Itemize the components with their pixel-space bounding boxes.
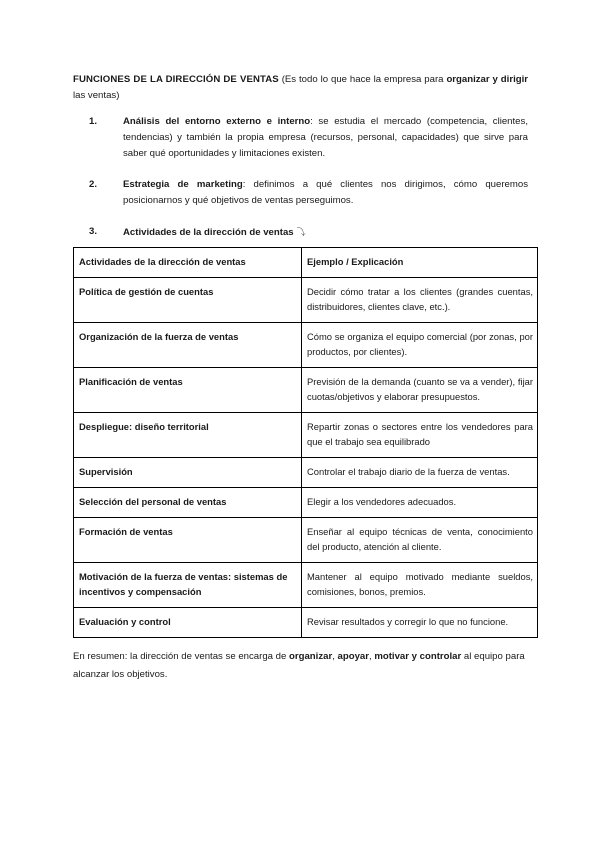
title-desc-before: (Es todo lo que hace la empresa para — [278, 74, 447, 85]
table-row — [74, 368, 538, 413]
list-heading: Análisis del entorno externo e interno — [123, 116, 311, 127]
activities-table — [73, 247, 538, 638]
summary-bold-3: motivar y controlar — [374, 651, 462, 662]
table-row — [74, 518, 538, 563]
explanation-cell: Previsión de la demanda (cuanto se va a vender), fijar cuotas/objetivos y elaborar presupuestos. — [302, 368, 538, 413]
list-heading: Estrategia de marketing — [123, 179, 243, 190]
table-row — [74, 458, 538, 488]
explanation-cell: Revisar resultados y corregir lo que no funcione. — [302, 608, 538, 638]
summary-paragraph — [73, 648, 528, 684]
activity-cell: Supervisión — [74, 458, 302, 488]
list-item — [89, 114, 528, 162]
activity-cell: Formación de ventas — [74, 518, 302, 563]
activity-cell: Evaluación y control — [74, 608, 302, 638]
table-row — [74, 563, 538, 608]
explanation-cell: Decidir cómo tratar a los clientes (grandes cuentas, distribuidores, clientes clave, etc.). — [302, 278, 538, 323]
activity-cell: Motivación de la fuerza de ventas: sistemas de incentivos y compensación — [74, 563, 302, 608]
arrow-down-right-icon: ⤵ — [296, 227, 306, 237]
activity-cell: Política de gestión de cuentas — [74, 278, 302, 323]
activity-cell: Despliegue: diseño territorial — [74, 413, 302, 458]
summary-text-1: En resumen: la dirección de ventas se encarga de — [73, 651, 289, 662]
list-number: 3. — [89, 226, 98, 237]
table-header-example: Ejemplo / Explicación — [302, 248, 538, 278]
table-row — [74, 278, 538, 323]
summary-bold-2: apoyar — [337, 651, 369, 662]
list-item — [89, 177, 528, 209]
explanation-cell: Mantener al equipo motivado mediante sueldos, comisiones, bonos, premios. — [302, 563, 538, 608]
activity-cell: Planificación de ventas — [74, 368, 302, 413]
table-header-activity: Actividades de la dirección de ventas — [74, 248, 302, 278]
list-item — [89, 224, 528, 241]
functions-list — [73, 114, 528, 241]
list-number: 2. — [89, 179, 98, 190]
list-heading: Actividades de la dirección de ventas — [123, 227, 294, 238]
list-text: : se estudia el mercado (competencia, clientes, tendencias) y también la propia empresa (recursos, personal, capacidades) que sirve para saber qué oportunidades y limitaciones existen. — [123, 116, 528, 159]
title-desc-after: las ventas) — [73, 90, 120, 101]
explanation-cell: Cómo se organiza el equipo comercial (por zonas, por productos, por clientes). — [302, 323, 538, 368]
summary-text-2: , — [332, 651, 338, 662]
table-row — [74, 323, 538, 368]
summary-text-3: , — [369, 651, 375, 662]
summary-text-4: al equipo para alcanzar los objetivos. — [73, 651, 525, 680]
table-row — [74, 608, 538, 638]
activity-cell: Selección del personal de ventas — [74, 488, 302, 518]
list-number: 1. — [89, 116, 98, 127]
activity-cell: Organización de la fuerza de ventas — [74, 323, 302, 368]
table-header-row — [74, 248, 538, 278]
intro-paragraph — [73, 72, 528, 104]
list-text: : definimos a qué clientes nos dirigimos, cómo queremos posicionarnos y qué objetivos de ventas perseguimos. — [123, 179, 528, 206]
explanation-cell: Enseñar al equipo técnicas de venta, conocimiento del producto, atención al cliente. — [302, 518, 538, 563]
explanation-cell: Elegir a los vendedores adecuados. — [302, 488, 538, 518]
document-title: FUNCIONES DE LA DIRECCIÓN DE VENTAS — [73, 74, 279, 85]
title-desc-bold: organizar y dirigir — [446, 74, 528, 85]
table-row — [74, 413, 538, 458]
summary-bold-1: organizar — [289, 651, 333, 662]
explanation-cell: Repartir zonas o sectores entre los vendedores para que el trabajo sea equilibrado — [302, 413, 538, 458]
explanation-cell: Controlar el trabajo diario de la fuerza de ventas. — [302, 458, 538, 488]
table-row — [74, 488, 538, 518]
